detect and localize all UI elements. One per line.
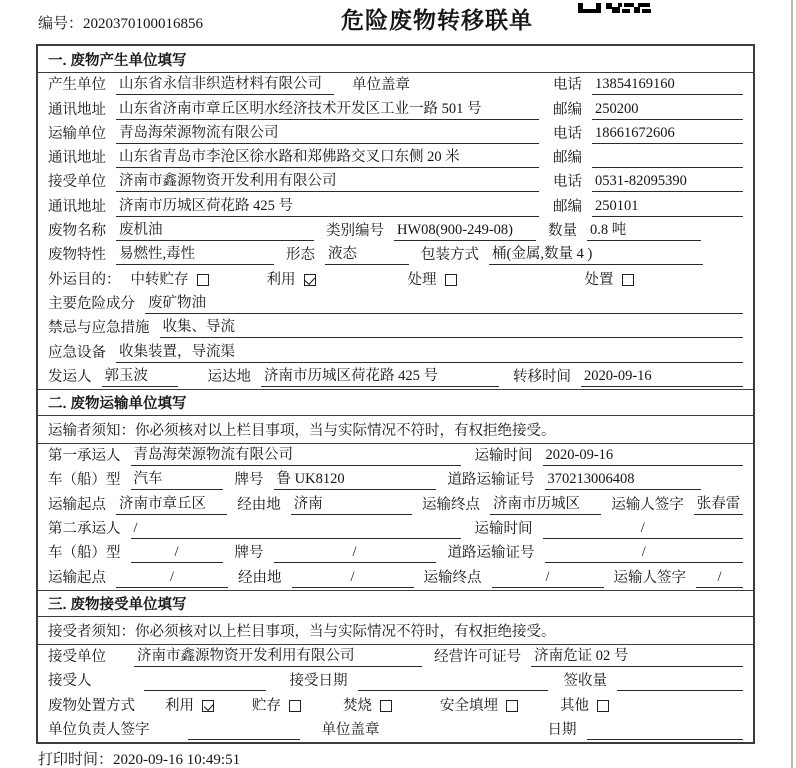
disposal-method-label: 废物处置方式 xyxy=(48,697,135,714)
route2-via-label: 经由地 xyxy=(238,569,282,586)
purpose-treat-label: 处理 xyxy=(407,271,437,288)
received-qty-label: 签收量 xyxy=(563,673,607,690)
row-transfer-purpose xyxy=(38,267,753,291)
receiver-unit-value: 济南市鑫源物资开发利用有限公司 xyxy=(134,647,422,667)
transfer-time-value: 2020-09-16 xyxy=(581,367,743,387)
route1-signer-value: 张春雷 xyxy=(694,495,743,515)
row-second-carrier xyxy=(38,517,753,541)
emergency-equipment-label: 应急设备 xyxy=(48,344,106,361)
hazard-component-value: 废矿物油 xyxy=(145,294,743,314)
row-waste-character xyxy=(38,243,753,267)
row-receive-unit xyxy=(38,170,753,194)
transport-zip-label: 邮编 xyxy=(553,150,582,167)
route1-start-label: 运输起点 xyxy=(48,496,106,513)
producer-address-value: 山东省济南市章丘区明水经济技术开发区工业一路 501 号 xyxy=(116,100,539,120)
receiver-seal-label: 单位盖章 xyxy=(321,721,380,738)
row-hazard-component xyxy=(38,292,753,316)
receive-unit-label: 接受单位 xyxy=(48,174,106,191)
purpose-option-transit xyxy=(131,270,209,290)
disposal-option-store xyxy=(252,696,301,716)
purpose-option-dispose xyxy=(585,270,634,290)
waste-form-label: 形态 xyxy=(286,247,315,264)
receive-phone-value: 0531-82095390 xyxy=(592,172,743,192)
disposal-utilize-checkbox xyxy=(202,700,214,712)
disposal-other-checkbox xyxy=(597,700,609,712)
road-permit1-value: 370213006408 xyxy=(545,470,702,490)
receive-address-value: 济南市历城区荷花路 425 号 xyxy=(116,197,539,217)
route2-end-value: / xyxy=(492,568,604,588)
destination-label: 运达地 xyxy=(207,368,251,385)
waste-code-value: HW08(900-249-08) xyxy=(394,221,536,241)
route2-signer-value: / xyxy=(696,568,743,588)
route2-signer-label: 运输人签字 xyxy=(613,569,686,586)
transport-time1-label: 运输时间 xyxy=(474,448,533,465)
accept-date-label: 接受日期 xyxy=(289,673,348,690)
accept-date-value xyxy=(358,672,548,691)
print-time-value: 2020-09-16 10:49:51 xyxy=(113,752,241,768)
transporter-notice: 运输者须知：你必须核对以上栏目事项，当与实际情况不符时，有权拒绝接受。 xyxy=(38,416,753,444)
transport-zip-value xyxy=(592,149,743,168)
vehicle-type2-value: / xyxy=(131,543,223,563)
page-edge-line xyxy=(791,0,793,768)
waste-code-label: 类别编号 xyxy=(326,223,384,240)
row-dispatcher xyxy=(38,365,753,389)
emergency-measures-label: 禁忌与应急措施 xyxy=(48,320,150,337)
plate2-label: 牌号 xyxy=(234,545,264,562)
waste-name-label: 废物名称 xyxy=(48,223,106,240)
serial-value: 2020370100016856 xyxy=(83,16,204,32)
disposal-utilize-label: 利用 xyxy=(165,697,194,714)
receive-sign-date-label: 日期 xyxy=(547,721,577,738)
waste-character-value: 易燃性,毒性 xyxy=(116,245,274,265)
waste-form-value: 液态 xyxy=(325,245,409,265)
disposal-landfill-label: 安全填埋 xyxy=(440,697,498,714)
first-carrier-label: 第一承运人 xyxy=(48,448,121,465)
row-vehicle1 xyxy=(38,468,753,492)
serial-label: 编号： xyxy=(38,16,84,32)
emergency-equipment-value: 收集装置，导流渠 xyxy=(116,343,743,363)
row-responsible-sign xyxy=(38,718,753,742)
waste-qty-label: 数量 xyxy=(548,223,577,240)
purpose-option-treat xyxy=(408,270,457,290)
section1-header: 一. 废物产生单位填写 xyxy=(38,46,753,73)
row-emergency-measures xyxy=(38,316,753,340)
producer-zip-value: 250200 xyxy=(592,100,743,120)
receiver-notice: 接受者须知：你必须核对以上栏目事项，当与实际情况不符时，有权拒绝接受。 xyxy=(38,617,753,645)
dispatcher-label: 发运人 xyxy=(48,368,92,385)
unit-seal-label: 单位盖章 xyxy=(352,77,410,94)
route1-signer-label: 运输人签字 xyxy=(611,496,684,513)
receive-address-label: 通讯地址 xyxy=(48,198,106,215)
row-receive-address xyxy=(38,194,753,218)
form-table xyxy=(36,44,755,744)
acceptor-label: 接受人 xyxy=(48,673,92,690)
producer-address-label: 通讯地址 xyxy=(48,101,106,118)
second-carrier-value: / xyxy=(131,519,461,539)
disposal-store-checkbox xyxy=(289,700,301,712)
road-permit2-label: 道路运输证号 xyxy=(447,545,535,562)
producer-phone-label: 电话 xyxy=(553,77,582,94)
vehicle-type1-label: 车（船）型 xyxy=(48,472,121,489)
waste-character-label: 废物特性 xyxy=(48,247,106,264)
producer-zip-label: 邮编 xyxy=(553,101,582,118)
transport-address-label: 通讯地址 xyxy=(48,150,106,167)
license-label: 经营许可证号 xyxy=(434,648,522,665)
row-first-carrier xyxy=(38,444,753,468)
plate2-value: / xyxy=(274,543,436,563)
receive-zip-value: 250101 xyxy=(592,197,743,217)
transfer-time-label: 转移时间 xyxy=(513,368,571,385)
emergency-measures-value: 收集、导流 xyxy=(160,318,744,338)
receive-unit-value: 济南市鑫源物资开发利用有限公司 xyxy=(116,172,539,192)
packaging-label: 包装方式 xyxy=(421,247,479,264)
section2-header: 二. 废物运输单位填写 xyxy=(38,389,753,416)
packaging-value: 桶(金属,数量 4 ) xyxy=(489,245,703,265)
receiver-unit-label: 接受单位 xyxy=(48,648,106,665)
row-receiver-unit xyxy=(38,645,753,669)
license-value: 济南危证 02 号 xyxy=(531,647,743,667)
row-acceptor xyxy=(38,669,753,693)
route1-end-value: 济南市历城区 xyxy=(490,495,601,515)
plate1-label: 牌号 xyxy=(234,472,264,489)
producer-phone-value: 13854169160 xyxy=(592,75,743,95)
disposal-incinerate-label: 焚烧 xyxy=(343,697,372,714)
vehicle-type1-value: 汽车 xyxy=(131,470,223,490)
producer-value: 山东省永信非织造材料有限公司 xyxy=(116,75,334,95)
section3-header: 三. 废物接受单位填写 xyxy=(38,590,753,617)
row-emergency-equipment xyxy=(38,340,753,364)
purpose-utilize-checkbox xyxy=(304,274,316,286)
disposal-option-utilize xyxy=(165,696,214,716)
transport-address-value: 山东省青岛市李沧区徐水路和郑佛路交叉口东侧 20 米 xyxy=(116,148,539,168)
receive-phone-label: 电话 xyxy=(553,174,582,191)
purpose-transit-checkbox xyxy=(197,274,209,286)
route1-via-value: 济南 xyxy=(291,495,412,515)
route2-via-value: / xyxy=(292,568,414,588)
waste-name-value: 废机油 xyxy=(116,221,314,241)
row-disposal-method xyxy=(38,693,753,717)
receive-sign-date-value xyxy=(587,721,744,740)
destination-value: 济南市历城区荷花路 425 号 xyxy=(261,367,499,387)
row-route2 xyxy=(38,565,753,589)
qr-code-fragment xyxy=(578,0,652,18)
received-qty-value xyxy=(617,672,743,691)
print-time-label: 打印时间： xyxy=(38,752,114,768)
disposal-incinerate-checkbox xyxy=(380,700,392,712)
route1-via-label: 经由地 xyxy=(237,496,281,513)
receive-zip-label: 邮编 xyxy=(553,198,582,215)
page-title: 危险废物转移联单 xyxy=(341,7,533,33)
transfer-purpose-label: 外运目的： xyxy=(48,271,121,288)
purpose-option-utilize xyxy=(267,270,316,290)
transport-unit-label: 运输单位 xyxy=(48,125,106,142)
responsible-sign-label: 单位负责人签字 xyxy=(48,721,150,738)
purpose-transit-label: 中转贮存 xyxy=(130,271,189,288)
acceptor-value xyxy=(144,672,266,691)
waste-qty-value: 0.8 吨 xyxy=(587,221,701,241)
purpose-treat-checkbox xyxy=(445,274,457,286)
row-transport-unit xyxy=(38,122,753,146)
row-transport-address xyxy=(38,146,753,170)
first-carrier-value: 青岛海荣源物流有限公司 xyxy=(131,446,461,466)
road-permit1-label: 道路运输证号 xyxy=(447,472,535,489)
route1-start-value: 济南市章丘区 xyxy=(116,495,227,515)
disposal-option-incinerate xyxy=(343,696,392,716)
row-waste-name xyxy=(38,219,753,243)
route2-start-label: 运输起点 xyxy=(48,569,106,586)
dispatcher-value: 郭玉波 xyxy=(102,367,178,387)
print-time-line xyxy=(38,748,240,768)
second-carrier-label: 第二承运人 xyxy=(48,521,121,538)
disposal-landfill-checkbox xyxy=(506,700,518,712)
purpose-dispose-checkbox xyxy=(622,274,634,286)
serial-number-line xyxy=(38,12,203,33)
transport-time2-value: / xyxy=(543,519,744,539)
route2-start-value: / xyxy=(116,568,228,588)
road-permit2-value: / xyxy=(545,543,744,563)
transport-time2-label: 运输时间 xyxy=(474,521,533,538)
disposal-option-other xyxy=(560,696,609,716)
purpose-dispose-label: 处置 xyxy=(584,271,614,288)
disposal-option-landfill xyxy=(440,696,518,716)
transport-time1-value: 2020-09-16 xyxy=(543,446,744,466)
transport-phone-label: 电话 xyxy=(553,125,582,142)
plate1-value: 鲁 UK8120 xyxy=(274,470,436,490)
transport-unit-value: 青岛海荣源物流有限公司 xyxy=(116,124,539,144)
row-vehicle2 xyxy=(38,541,753,565)
hazard-component-label: 主要危险成分 xyxy=(48,295,135,312)
disposal-other-label: 其他 xyxy=(560,697,589,714)
purpose-utilize-label: 利用 xyxy=(266,271,296,288)
row-producer-address xyxy=(38,97,753,121)
vehicle-type2-label: 车（船）型 xyxy=(48,545,121,562)
responsible-sign-value xyxy=(188,721,300,740)
row-producer xyxy=(38,73,753,97)
transport-phone-value: 18661672606 xyxy=(592,124,743,144)
disposal-store-label: 贮存 xyxy=(252,697,281,714)
route1-end-label: 运输终点 xyxy=(422,496,480,513)
row-route1 xyxy=(38,492,753,516)
producer-label: 产生单位 xyxy=(48,77,106,94)
route2-end-label: 运输终点 xyxy=(423,569,482,586)
